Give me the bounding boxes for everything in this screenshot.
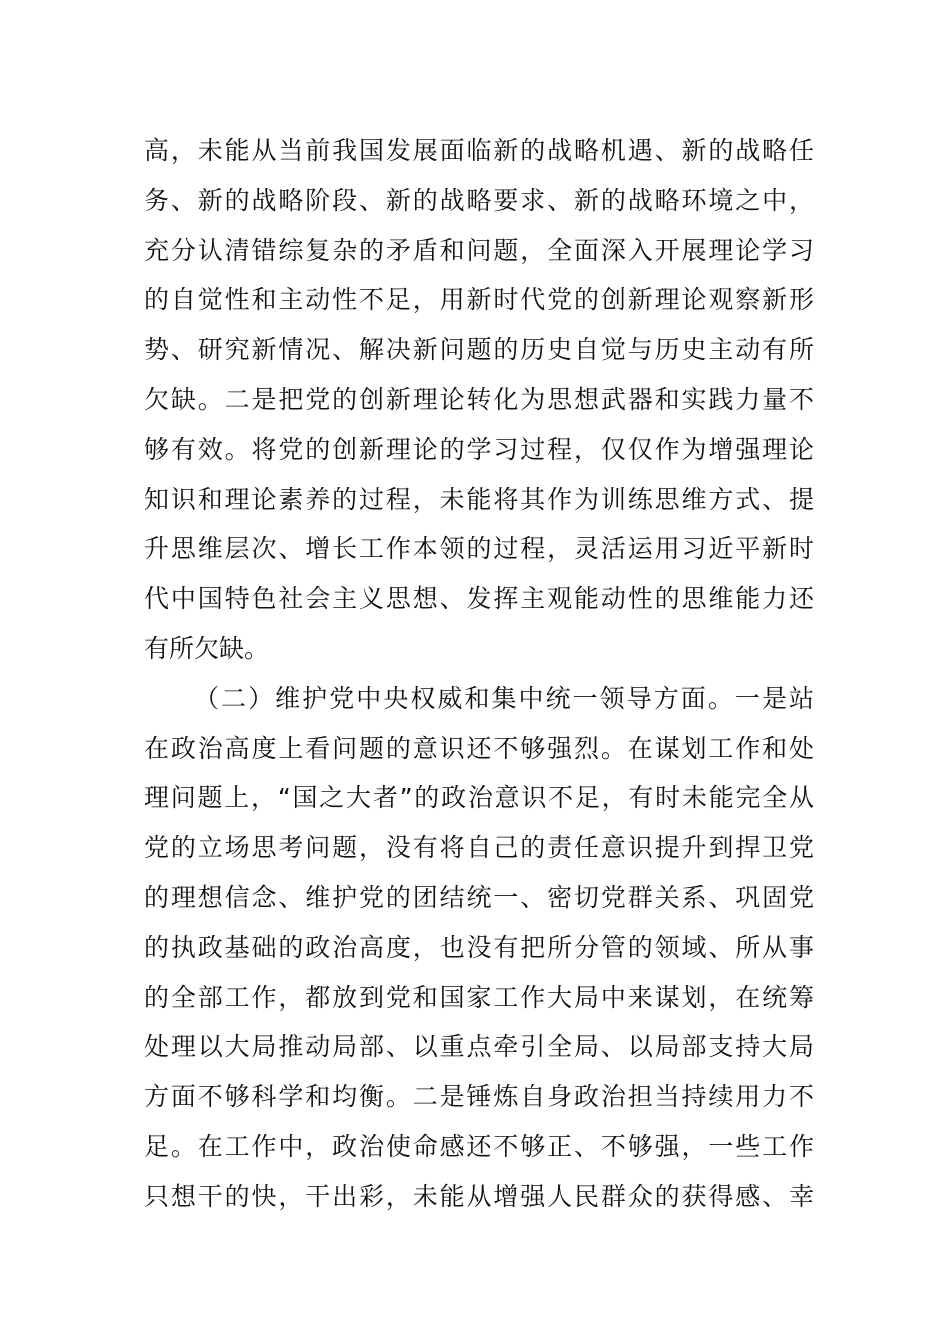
text-line: 升思维层次、增长工作本领的过程，灵活运用习近平新时 [144, 534, 814, 564]
section-heading-line: （二）维护党中央权威和集中统一领导方面。一是站 [194, 683, 814, 713]
text-line: 方面不够科学和均衡。二是锤炼自身政治担当持续用力不 [144, 1082, 814, 1112]
text-line: 在政治高度上看问题的意识还不够强烈。在谋划工作和处 [144, 733, 814, 763]
text-line: 代中国特色社会主义思想、发挥主观能动性的思维能力还 [144, 584, 814, 614]
text-line: 的理想信念、维护党的团结统一、密切党群关系、巩固党 [144, 882, 814, 912]
text-line: 党的立场思考问题，没有将自己的责任意识提升到捍卫党 [144, 833, 814, 863]
text-line: 知识和理论素养的过程，未能将其作为训练思维方式、提 [144, 484, 814, 514]
text-line: 处理以大局推动局部、以重点牵引全局、以局部支持大局 [144, 1032, 814, 1062]
text-line: 欠缺。二是把党的创新理论转化为思想武器和实践力量不 [144, 384, 814, 414]
text-line: 务、新的战略阶段、新的战略要求、新的战略环境之中， [144, 185, 814, 215]
text-line: 势、研究新情况、解决新问题的历史自觉与历史主动有所 [144, 335, 814, 365]
document-body [144, 126, 814, 1222]
paragraph-1 [144, 126, 814, 674]
paragraph-2 [144, 674, 814, 1222]
text-line: 的自觉性和主动性不足，用新时代党的创新理论观察新形 [144, 285, 814, 315]
text-line: 理问题上，“国之大者”的政治意识不足，有时未能完全从 [144, 783, 814, 813]
text-line: 高，未能从当前我国发展面临新的战略机遇、新的战略任 [144, 136, 814, 165]
text-line: 够有效。将党的创新理论的学习过程，仅仅作为增强理论 [144, 434, 814, 464]
text-line: 有所欠缺。 [144, 633, 270, 663]
text-line: 的执政基础的政治高度，也没有把所分管的领域、所从事 [144, 932, 814, 962]
text-line: 足。在工作中，政治使命感还不够正、不够强，一些工作 [144, 1131, 814, 1161]
text-line: 的全部工作，都放到党和国家工作大局中来谋划，在统筹 [144, 982, 814, 1012]
text-line: 充分认清错综复杂的矛盾和问题，全面深入开展理论学习 [144, 235, 814, 265]
text-line: 只想干的快，干出彩，未能从增强人民群众的获得感、幸 [144, 1181, 814, 1211]
